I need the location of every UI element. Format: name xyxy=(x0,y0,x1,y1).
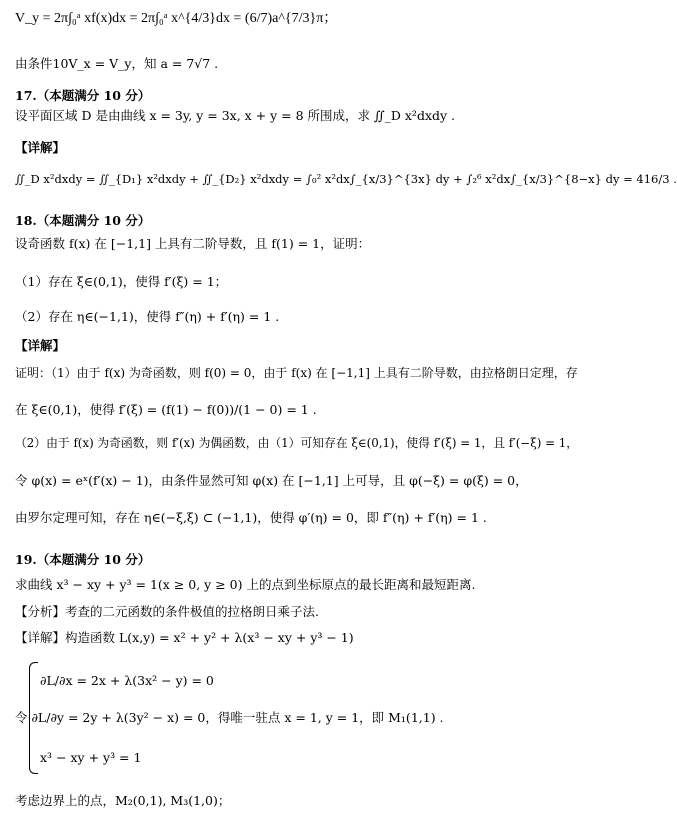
problem-19-header: 19.（本题满分 10 分） xyxy=(15,552,151,567)
system-eq-1: ∂L/∂x = 2x + λ(3x² − y) = 0 xyxy=(40,673,214,688)
system-eq-3: x³ − xy + y³ = 1 xyxy=(40,750,142,765)
problem-18-header: 18.（本题满分 10 分） xyxy=(15,213,151,228)
problem-18-statement: 设奇函数 f(x) 在 [−1,1] 上具有二阶导数，且 f(1) = 1，证明： xyxy=(15,236,371,251)
problem-17-header: 17.（本题满分 10 分） xyxy=(15,88,151,103)
problem-18-proof-1a: 证明：（1）由于 f(x) 为奇函数，则 f(0) = 0，由于 f(x) 在 [−1,1] 上具有二阶导数，由拉格朗日定理，存 xyxy=(15,366,578,380)
problem-18-part-1: （1）存在 ξ∈(0,1)，使得 f′(ξ) = 1； xyxy=(15,274,228,289)
condition-line: 由条件10V_x = V_y，知 a = 7√7 . xyxy=(15,56,219,71)
boundary-points-line: 考虑边界上的点，M₂(0,1), M₃(1,0)； xyxy=(15,793,231,808)
problem-17-statement: 设平面区域 D 是由曲线 x = 3y, y = 3x, x + y = 8 所围成，求 ∬_D x²dxdy . xyxy=(15,108,456,123)
problem-18-solution-label: 【详解】 xyxy=(15,338,66,353)
problem-17-solution-label: 【详解】 xyxy=(15,140,66,155)
volume-formula-line: V_y = 2π∫₀ᵃ xf(x)dx = 2π∫₀ᵃ x^{4/3}dx = (6/7)a^{7/3}π； xyxy=(15,11,338,26)
problem-19-statement: 求曲线 x³ − xy + y³ = 1(x ≥ 0, y ≥ 0) 上的点到坐标原点的最长距离和最短距离. xyxy=(15,577,476,592)
problem-18-proof-2b: 令 φ(x) = eˣ(f′(x) − 1)，由条件显然可知 φ(x) 在 [−1,1] 上可导，且 φ(−ξ) = φ(ξ) = 0， xyxy=(15,473,528,488)
problem-18-proof-2c: 由罗尔定理可知，存在 η∈(−ξ,ξ) ⊂ (−1,1)，使得 φ′(η) = 0，即 f″(η) + f′(η) = 1 . xyxy=(15,510,487,525)
problem-18-proof-2a: （2）由于 f(x) 为奇函数，则 f′(x) 为偶函数，由（1）可知存在 ξ∈(0,1)，使得 f′(ξ) = 1，且 f′(−ξ) = 1， xyxy=(15,436,579,450)
problem-19-analysis: 【分析】考查的二元函数的条件极值的拉格朗日乘子法. xyxy=(15,604,319,619)
problem-17-solution: ∬_D x²dxdy = ∬_{D₁} x²dxdy + ∬_{D₂} x²dxdy = ∫₀² x²dx∫_{x/3}^{3x} dy + ∫₂⁶ x²dx∫_{x/3}^{8−x} dy = 416/3 . xyxy=(15,172,677,186)
problem-18-proof-1b: 在 ξ∈(0,1)，使得 f′(ξ) = (f(1) − f(0))/(1 − 0) = 1 . xyxy=(15,402,317,417)
system-eq-2: 令 ∂L/∂y = 2y + λ(3y² − x) = 0，得唯一驻点 x = 1, y = 1，即 M₁(1,1) . xyxy=(15,710,444,725)
problem-19-construct: 【详解】构造函数 L(x,y) = x² + y² + λ(x³ − xy + y³ − 1) xyxy=(15,630,354,645)
problem-18-part-2: （2）存在 η∈(−1,1)，使得 f″(η) + f′(η) = 1 . xyxy=(15,309,280,324)
